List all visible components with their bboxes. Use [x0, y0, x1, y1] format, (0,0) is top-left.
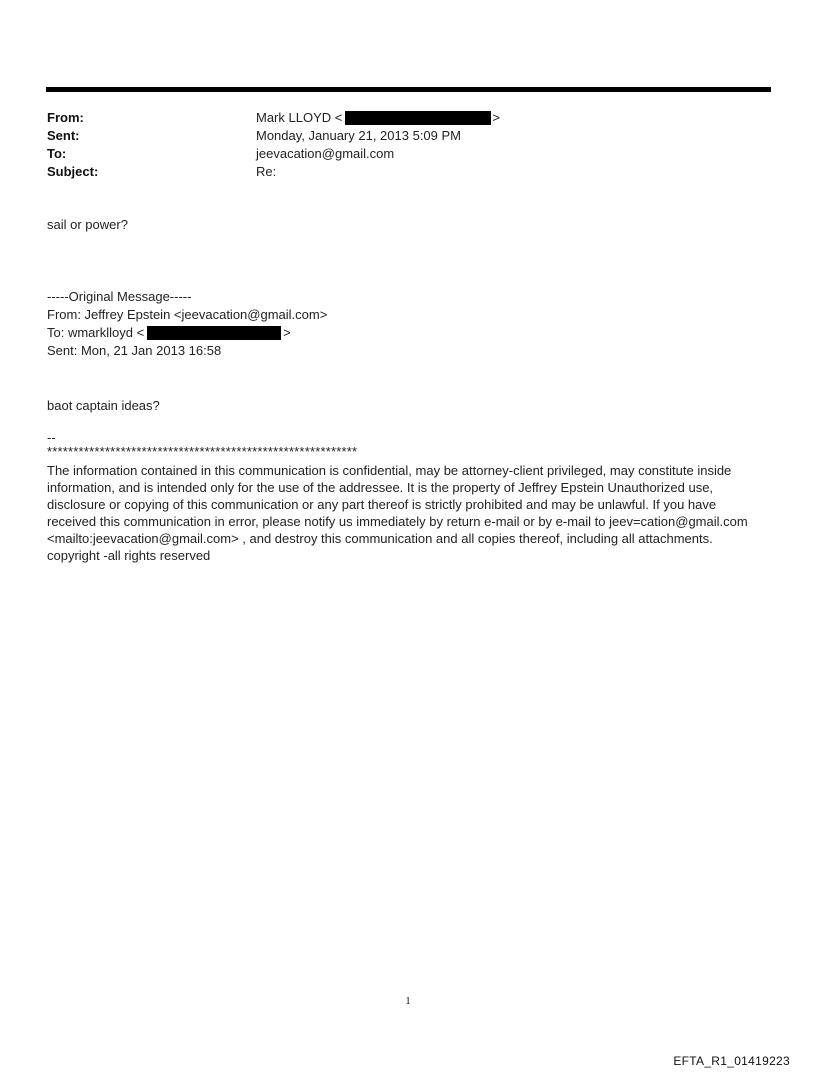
page-number: 1 — [405, 995, 411, 1007]
original-message — [47, 288, 327, 360]
original-separator: -----Original Message----- — [47, 289, 192, 304]
confidentiality-disclaimer: The information contained in this communication is confidential, may be attorney-client privileged, may constitute inside information, and is intended only for the use of the addressee. It is the property of Jeffrey Epstein Unauthorized use, disclosure or copying of this communication or any part thereof is strictly prohibited and may be unlawful. If you have received this communication in error, please notify us immediately by return e-mail or by e-mail to jeev=cation@gmail.com <mailto:jeevacation@gmail.com> , and destroy this communication and all copies thereof, including all attachments. copyright -all rights reserved — [47, 463, 748, 563]
redaction-block — [345, 111, 491, 125]
email-header — [47, 109, 767, 181]
from-name: Mark LLOYD < — [256, 110, 343, 125]
sent-label: Sent: — [47, 128, 80, 143]
original-to-suffix: > — [283, 325, 291, 340]
signature-dash: -- — [47, 430, 56, 445]
signature-block — [47, 431, 767, 564]
to-label: To: — [47, 146, 67, 161]
header-divider — [46, 87, 771, 92]
original-sent: Sent: Mon, 21 Jan 2013 16:58 — [47, 343, 222, 358]
signature-stars: *********************************************************** — [47, 444, 358, 459]
sent-row — [47, 127, 767, 145]
from-suffix: > — [492, 110, 500, 125]
from-label: From: — [47, 110, 84, 125]
subject-row — [47, 163, 767, 181]
original-to — [47, 324, 327, 342]
original-to-prefix: To: wmarklloyd < — [47, 325, 145, 340]
original-body: baot captain ideas? — [47, 398, 160, 413]
bates-number: EFTA_R1_01419223 — [673, 1054, 790, 1068]
to-row — [47, 145, 767, 163]
redaction-block — [147, 326, 281, 340]
reply-text: sail or power? — [47, 217, 128, 232]
from-value — [256, 109, 500, 127]
to-value: jeevacation@gmail.com — [256, 146, 395, 161]
sent-value: Monday, January 21, 2013 5:09 PM — [256, 128, 461, 143]
from-row — [47, 109, 767, 127]
subject-value: Re: — [256, 164, 277, 179]
original-from: From: Jeffrey Epstein <jeevacation@gmail.com> — [47, 307, 328, 322]
subject-label: Subject: — [47, 164, 99, 179]
